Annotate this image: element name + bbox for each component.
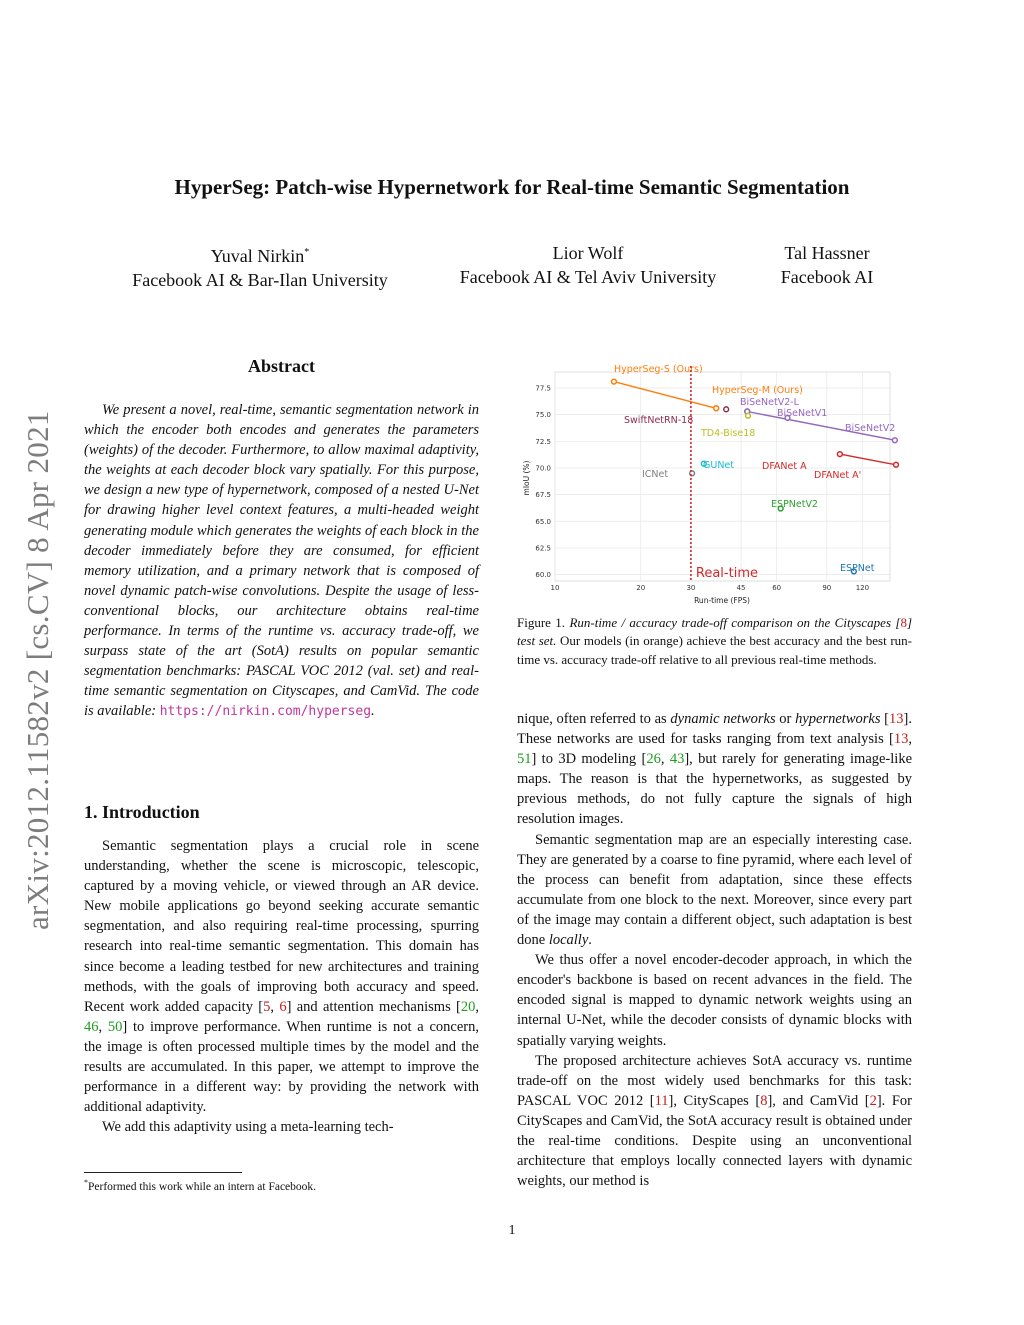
caption-text: Our models (in orange) achieve the best accuracy and the best run-time vs. accuracy trade-off relative to all previous real-time methods. — [517, 633, 913, 667]
text: ] to improve performance. When runtime is not a concern, the image is often processed multiple times by the model and the results are accumulated. In this paper, we attempt to improve the performance in a different way: by providing the network with additional adaptivity. — [84, 1018, 480, 1116]
runtime-accuracy-chart — [517, 360, 917, 610]
citation-link[interactable]: 43 — [669, 751, 685, 768]
y-tick-label: 77.5 — [535, 384, 551, 393]
x-tick-label: 90 — [822, 584, 832, 592]
paper-title: HyperSeg: Patch-wise Hypernetwork for Real-time Semantic Segmentation — [174, 175, 850, 199]
text: , — [98, 1018, 108, 1035]
citation-link[interactable]: 2 — [869, 1092, 877, 1109]
y-tick-label: 72.5 — [535, 437, 551, 446]
citation-link[interactable]: 5 — [263, 998, 271, 1015]
point-label: SwiftNetRN-18 — [624, 415, 694, 426]
x-tick-label: 10 — [550, 584, 560, 592]
author-name: Tal Hassner — [784, 243, 870, 263]
point-label: BiSeNetV2 — [845, 423, 896, 434]
point-label: DFANet A' — [814, 470, 862, 481]
text: ] and attention mechanisms [ — [286, 998, 461, 1015]
text: ]. These networks are used for tasks ranging from text analysis [ — [517, 711, 912, 748]
data-point — [746, 413, 751, 418]
author-affiliation: Facebook AI — [780, 267, 874, 287]
citation-link[interactable]: 50 — [107, 1018, 123, 1035]
citation-link[interactable]: 8 — [760, 1092, 768, 1109]
citation-link[interactable]: 13 — [889, 711, 904, 727]
realtime-label: Real-time — [695, 566, 758, 581]
point-label: ICNet — [642, 469, 669, 480]
paragraph — [517, 709, 912, 830]
footnote-mark: * — [84, 1178, 88, 1187]
text: nique, often referred to as — [517, 711, 671, 727]
x-axis-label: Run-time (FPS) — [694, 596, 750, 605]
point-label: GUNet — [703, 460, 734, 471]
footnote-text: Performed this work while an intern at Facebook. — [88, 1180, 317, 1193]
text: ], but rarely for generating image-like maps. The reason is that the hypernetworks, as suggested by previous methods, do not fully capture the signals of high resolution images. — [517, 751, 913, 828]
data-point — [894, 462, 899, 467]
y-tick-label: 65.0 — [535, 517, 551, 526]
point-label: HyperSeg-S (Ours) — [614, 364, 703, 375]
x-tick-label: 45 — [736, 584, 746, 592]
text: locally — [548, 932, 589, 949]
caption-italic: ] test set. — [517, 615, 912, 649]
text: Semantic segmentation plays a crucial role in scene understanding, whether the scene is microscopic, telescopic, captured by a moving vehicle, or viewed through an AR device. New mobile applications go beyond seeking accurate semantic segmentation, and also requiring real-time processing, spurring research into real-time semantic segmentation. This domain has since become a leading testbed for new architectures and training methods, with the goals of improving both accuracy and speed. Recent work added capacity [ — [84, 838, 479, 1015]
y-tick-label: 75.0 — [535, 411, 551, 420]
text: , — [908, 731, 912, 748]
data-point — [612, 379, 617, 384]
paragraph: We add this adaptivity using a meta-learning tech- — [102, 1119, 394, 1136]
citation-link[interactable]: 51 — [517, 751, 532, 768]
text: ], CityScapes [ — [668, 1092, 761, 1109]
paragraph: We thus offer a novel encoder-decoder approach, in which the encoder's backbone is based on recent advances in the field. The encoded signal is mapped to dynamic network weights using an internal U-Net, while the decoder consists of dynamic blocks with spatially varying weights. — [517, 952, 912, 1049]
code-link[interactable]: https://nirkin.com/hyperseg — [159, 704, 372, 720]
text: , — [475, 998, 479, 1015]
point-label: ESPNet — [840, 563, 875, 574]
footnote — [84, 1178, 316, 1193]
data-point — [724, 407, 729, 412]
x-tick-label: 120 — [855, 584, 870, 592]
point-label: ESPNetV2 — [771, 499, 818, 510]
citation-link[interactable]: 20 — [460, 998, 476, 1015]
point-label: DFANet A — [762, 461, 807, 472]
y-tick-label: 67.5 — [535, 491, 551, 500]
author-affiliation: Facebook AI & Bar-Ilan University — [132, 270, 388, 290]
citation-link[interactable]: 11 — [654, 1092, 669, 1109]
figure-caption — [517, 614, 912, 669]
paragraph — [517, 830, 912, 951]
arxiv-identifier: arXiv:2012.11582v2 [cs.CV] 8 Apr 2021 — [20, 410, 55, 930]
footnote-mark: * — [304, 247, 310, 258]
abstract-text: We present a novel, real-time, semantic segmentation network in which the encoder both encodes and generates the parameters (weights) of the decoder. Furthermore, to allow maximal adaptivity, the weights at each decoder block vary spatially. For this purpose, we design a new type of hypernetwork, composed of a nested U-Net for drawing higher level context features, a multi-headed weight generating module which generates the weights of each block in the decoder immediately before they are consumed, for efficient memory utilization, and a primary network that is composed of novel dynamic patch-wise convolutions. Despite the usage of less-conventional blocks, our architecture obtains real-time performance. In terms of the runtime vs. accuracy trade-off, we surpass state of the art (SotA) results on popular semantic segmentation benchmarks: PASCAL VOC 2012 (val. set) and real-time semantic segmentation on Cityscapes, and CamVid. The code is available: — [84, 402, 479, 720]
right-column-body — [517, 709, 912, 1191]
abstract-body — [84, 400, 479, 723]
author-name: Yuval Nirkin — [210, 246, 305, 266]
footnote-rule — [84, 1172, 242, 1173]
author-2 — [432, 241, 744, 289]
text: , — [270, 998, 280, 1015]
data-point — [892, 438, 897, 443]
point-label: BiSeNetV2-L — [740, 397, 799, 408]
y-tick-label: 60.0 — [535, 571, 551, 580]
abstract-end: . — [371, 703, 375, 720]
caption-italic: Run-time / accuracy trade-off comparison on the Cityscapes [ — [569, 615, 901, 630]
x-tick-label: 20 — [636, 584, 646, 592]
author-affiliation: Facebook AI & Tel Aviv University — [459, 267, 717, 287]
point-label: HyperSeg-M (Ours) — [712, 385, 803, 396]
text: dynamic networks — [670, 711, 776, 727]
introduction-body — [84, 836, 479, 1137]
paragraph — [517, 1051, 912, 1192]
citation-link[interactable]: 13 — [893, 731, 909, 748]
text: ] to 3D modeling [ — [531, 751, 647, 768]
introduction-heading: 1. Introduction — [84, 802, 200, 822]
text: hypernetworks — [795, 711, 881, 727]
x-tick-label: 60 — [772, 584, 782, 592]
y-tick-label: 70.0 — [535, 464, 551, 473]
text: [ — [880, 711, 890, 727]
text: The proposed architecture achieves SotA accuracy vs. runtime trade-off on the most widely used benchmarks for this task: PASCAL VOC 2012 [ — [517, 1052, 912, 1109]
citation-link[interactable]: 26 — [646, 751, 661, 768]
abstract-heading: Abstract — [248, 356, 315, 376]
author-3 — [760, 241, 894, 289]
text: ]. For CityScapes and CamVid, the SotA accuracy result is obtained under the real-time conditions. Despite using an unconventional architecture that employs locally connected layers with dynamic weights, our method is — [517, 1092, 912, 1190]
y-tick-label: 62.5 — [535, 544, 551, 553]
y-axis-label: mIoU (%) — [522, 460, 531, 496]
data-point — [714, 406, 719, 411]
x-tick-label: 30 — [686, 584, 696, 592]
citation-link[interactable]: 8 — [900, 615, 907, 630]
text: Semantic segmentation map are an especially interesting case. They are generated by a coarse to fine pyramid, where each level of the process can benefit from adaptation, since these effects accumulate from one block to the next. Moreover, since every part of the image may contain a different object, such adaptation is best done — [517, 831, 912, 949]
author-1 — [110, 241, 410, 292]
paragraph — [84, 836, 479, 1117]
text: ], and CamVid [ — [767, 1092, 870, 1109]
point-label: TD4-Bise18 — [701, 428, 756, 439]
author-name: Lior Wolf — [552, 243, 624, 263]
text: or — [775, 711, 796, 727]
text: . — [588, 932, 592, 949]
data-point — [837, 452, 842, 457]
text: , — [660, 751, 670, 768]
citation-link[interactable]: 6 — [279, 998, 287, 1015]
caption-label: Figure 1. — [517, 615, 566, 630]
page-number: 1 — [508, 1223, 516, 1238]
citation-link[interactable]: 46 — [84, 1018, 99, 1035]
point-label: BiSeNetV1 — [777, 408, 828, 419]
